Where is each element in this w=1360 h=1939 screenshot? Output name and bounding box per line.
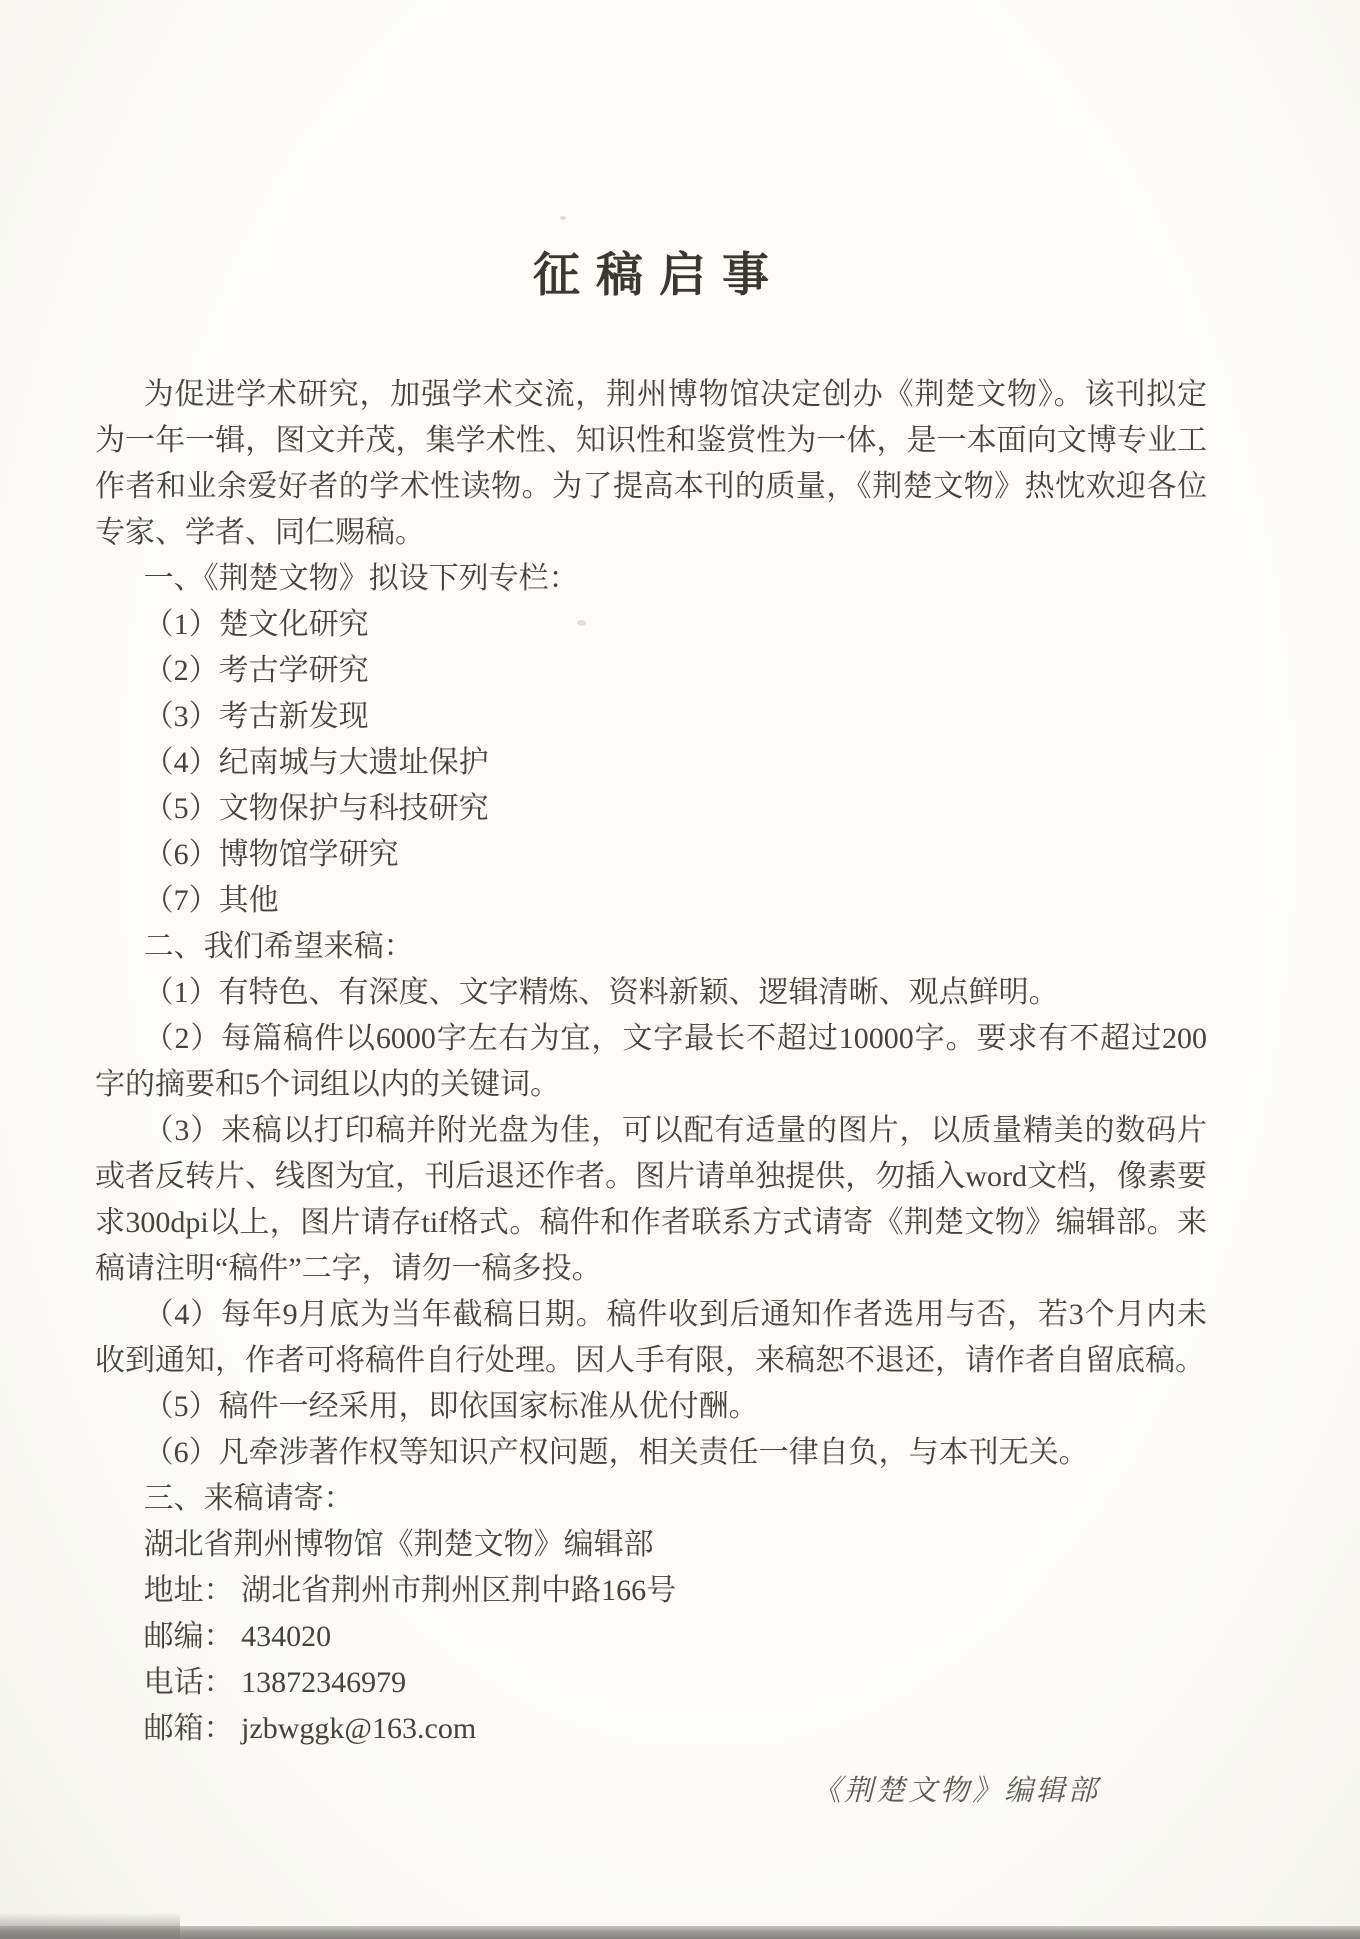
email-line: 邮箱： jzbwggk@163.com: [143, 1712, 477, 1745]
postcode-line: 邮编： 434020: [143, 1620, 332, 1653]
column-item-1: （1）楚文化研究: [143, 608, 369, 641]
column-item-4: （4）纪南城与大遗址保护: [143, 746, 489, 779]
scan-speck: [560, 216, 566, 220]
requirement-item-4: （4）每年9月底为当年截稿日期。稿件收到后通知作者选用与否，若3个月内未收到通知，作者可将稿件自行处理。因人手有限，来稿恕不退还，请作者自留底稿。: [95, 1298, 1207, 1377]
requirement-item-1: （1）有特色、有深度、文字精炼、资料新颖、逻辑清晰、观点鲜明。: [143, 976, 1059, 1009]
column-item-7: （7）其他: [143, 884, 279, 917]
notice-body: [95, 372, 1207, 1752]
recipient-line: 湖北省荆州博物馆《荆楚文物》编辑部: [143, 1528, 654, 1561]
section2-heading: 二、我们希望来稿：: [143, 930, 414, 963]
requirement-item-2: （2）每篇稿件以6000字左右为宜，文字最长不超过10000字。要求有不超过200字的摘要和5个词组以内的关键词。: [95, 1022, 1207, 1101]
editorial-signature: 《荆楚文物》编辑部: [811, 1775, 1100, 1807]
section1-heading: 一、《荆楚文物》拟设下列专栏：: [143, 562, 579, 595]
requirement-item-6: （6）凡牵涉著作权等知识产权问题，相关责任一律自负，与本刊无关。: [143, 1436, 1089, 1469]
section3-heading: 三、来稿请寄：: [143, 1482, 354, 1515]
requirement-item-3: （3）来稿以打印稿并附光盘为佳，可以配有适量的图片，以质量精美的数码片或者反转片、线图为宜，刊后退还作者。图片请单独提供，勿插入word文档，像素要求300dpi以上，图片请存tif格式。稿件和作者联系方式请寄《荆楚文物》编辑部。来稿请注明“稿件”二字，请勿一稿多投。: [95, 1114, 1207, 1285]
column-item-2: （2）考古学研究: [143, 654, 369, 687]
address-line: 地址： 湖北省荆州市荆州区荆中路166号: [143, 1574, 677, 1607]
scan-bottom-edge: [0, 1926, 1360, 1939]
requirement-item-5: （5）稿件一经采用，即依国家标准从优付酬。: [143, 1390, 759, 1423]
column-item-5: （5）文物保护与科技研究: [143, 792, 489, 825]
column-item-6: （6）博物馆学研究: [143, 838, 399, 871]
phone-line: 电话： 13872346979: [143, 1666, 407, 1699]
page-title: 征稿启事: [533, 250, 785, 302]
intro-paragraph: 为促进学术研究，加强学术交流，荆州博物馆决定创办《荆楚文物》。该刊拟定为一年一辑，图文并茂，集学术性、知识性和鉴赏性为一体，是一本面向文博专业工作者和业余爱好者的学术性读物。为了提高本刊的质量，《荆楚文物》热忱欢迎各位专家、学者、同仁赐稿。: [95, 378, 1207, 549]
column-item-3: （3）考古新发现: [143, 700, 369, 733]
